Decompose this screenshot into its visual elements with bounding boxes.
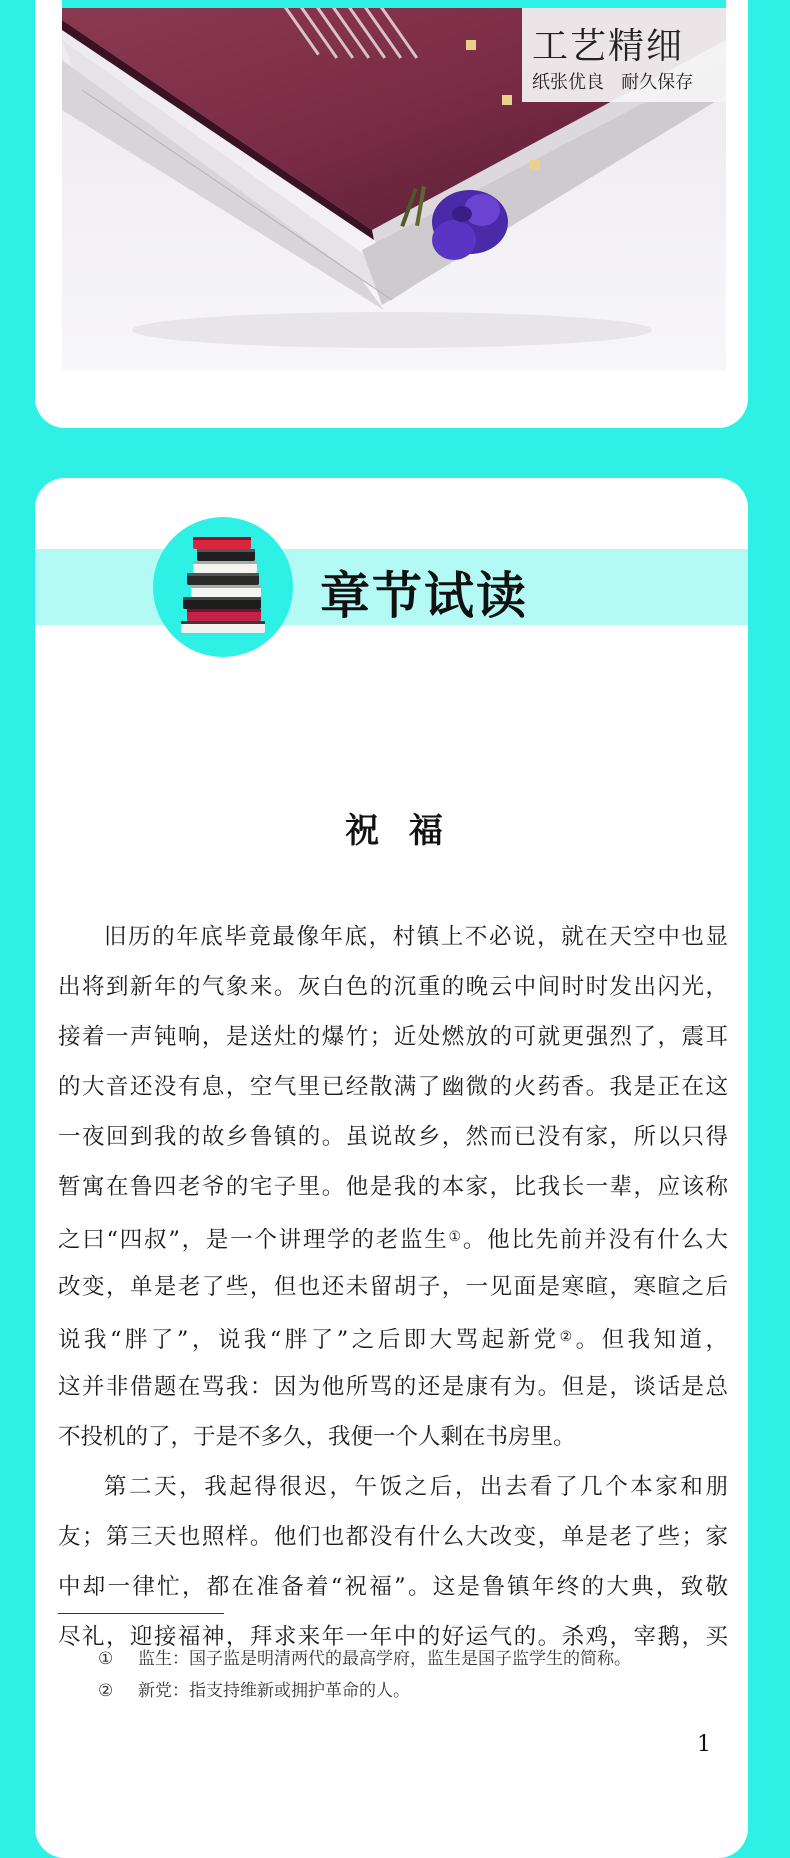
text-segment: 说我“胖了”，说我“胖了”之后即大骂起新党 <box>58 1327 560 1353</box>
craft-subtitle: 纸张优良 耐久保存 <box>532 72 694 93</box>
text-line <box>58 1312 728 1362</box>
text-line: 尽礼，迎接福神，拜求来年一年中的好运气的。杀鸡，宰鹅，买 <box>58 1624 728 1650</box>
footnote-text: 新党：指支持维新或拥护革命的人。 <box>138 1681 410 1701</box>
footnote-divider <box>58 1613 224 1614</box>
text-segment: 之曰“四叔”，是一个讲理学的老监生 <box>58 1227 449 1253</box>
craft-label-box <box>522 8 726 102</box>
craft-title: 工艺精细 <box>532 26 685 67</box>
text-line: 改变，单是老了些，但也还未留胡子，一见面是寒暄，寒暄之后 <box>58 1274 728 1300</box>
footnote-2 <box>98 1675 631 1707</box>
section-title: 章节试读 <box>320 566 528 625</box>
text-line: 友；第三天也照样。他们也都没有什么大改变，单是老了些；家 <box>58 1524 728 1550</box>
story-body <box>58 912 728 1662</box>
product-photo <box>62 0 726 370</box>
text-segment: 。但我知道， <box>575 1327 728 1353</box>
footnote-number: ② <box>98 1681 114 1701</box>
story-title: 祝 福 <box>345 811 445 851</box>
text-line: 第二天，我起得很迟，午饭之后，出去看了几个本家和朋 <box>104 1474 728 1500</box>
footnote-1 <box>98 1643 631 1675</box>
text-line: 接着一声钝响，是送灶的爆竹；近处燃放的可就更强烈了，震耳 <box>58 1024 728 1050</box>
footnotes <box>98 1643 631 1707</box>
page-number: 1 <box>697 1732 711 1757</box>
section-badge <box>153 517 293 657</box>
text-line: 出将到新年的气象来。灰白色的沉重的晚云中间时时发出闪光， <box>58 974 728 1000</box>
footnote-text: 监生：国子监是明清两代的最高学府，监生是国子监学生的简称。 <box>138 1649 631 1669</box>
text-line: 暂寓在鲁四老爷的宅子里。他是我的本家，比我长一辈，应该称 <box>58 1174 728 1200</box>
text-line: 一夜回到我的故乡鲁镇的。虽说故乡，然而已没有家，所以只得 <box>58 1124 728 1150</box>
photo-top-stripe <box>62 0 726 8</box>
text-line: 不投机的了，于是不多久，我便一个人剩在书房里。 <box>58 1424 576 1450</box>
stacked-books-icon <box>153 517 293 657</box>
footnote-number: ① <box>98 1649 114 1669</box>
footnote-mark-2: ② <box>559 1329 576 1345</box>
text-segment: 。他比先前并没有什么大 <box>462 1227 728 1253</box>
text-line: 旧历的年底毕竟最像年底，村镇上不必说，就在天空中也显 <box>104 924 728 950</box>
text-line: 这并非借题在骂我：因为他所骂的还是康有为。但是，谈话是总 <box>58 1374 728 1400</box>
text-line <box>58 1212 728 1262</box>
footnote-mark-1: ① <box>448 1229 463 1245</box>
text-line: 中却一律忙，都在准备着“祝福”。这是鲁镇年终的大典，致敬 <box>58 1574 728 1600</box>
text-line: 的大音还没有息，空气里已经散满了幽微的火药香。我是正在这 <box>58 1074 728 1100</box>
